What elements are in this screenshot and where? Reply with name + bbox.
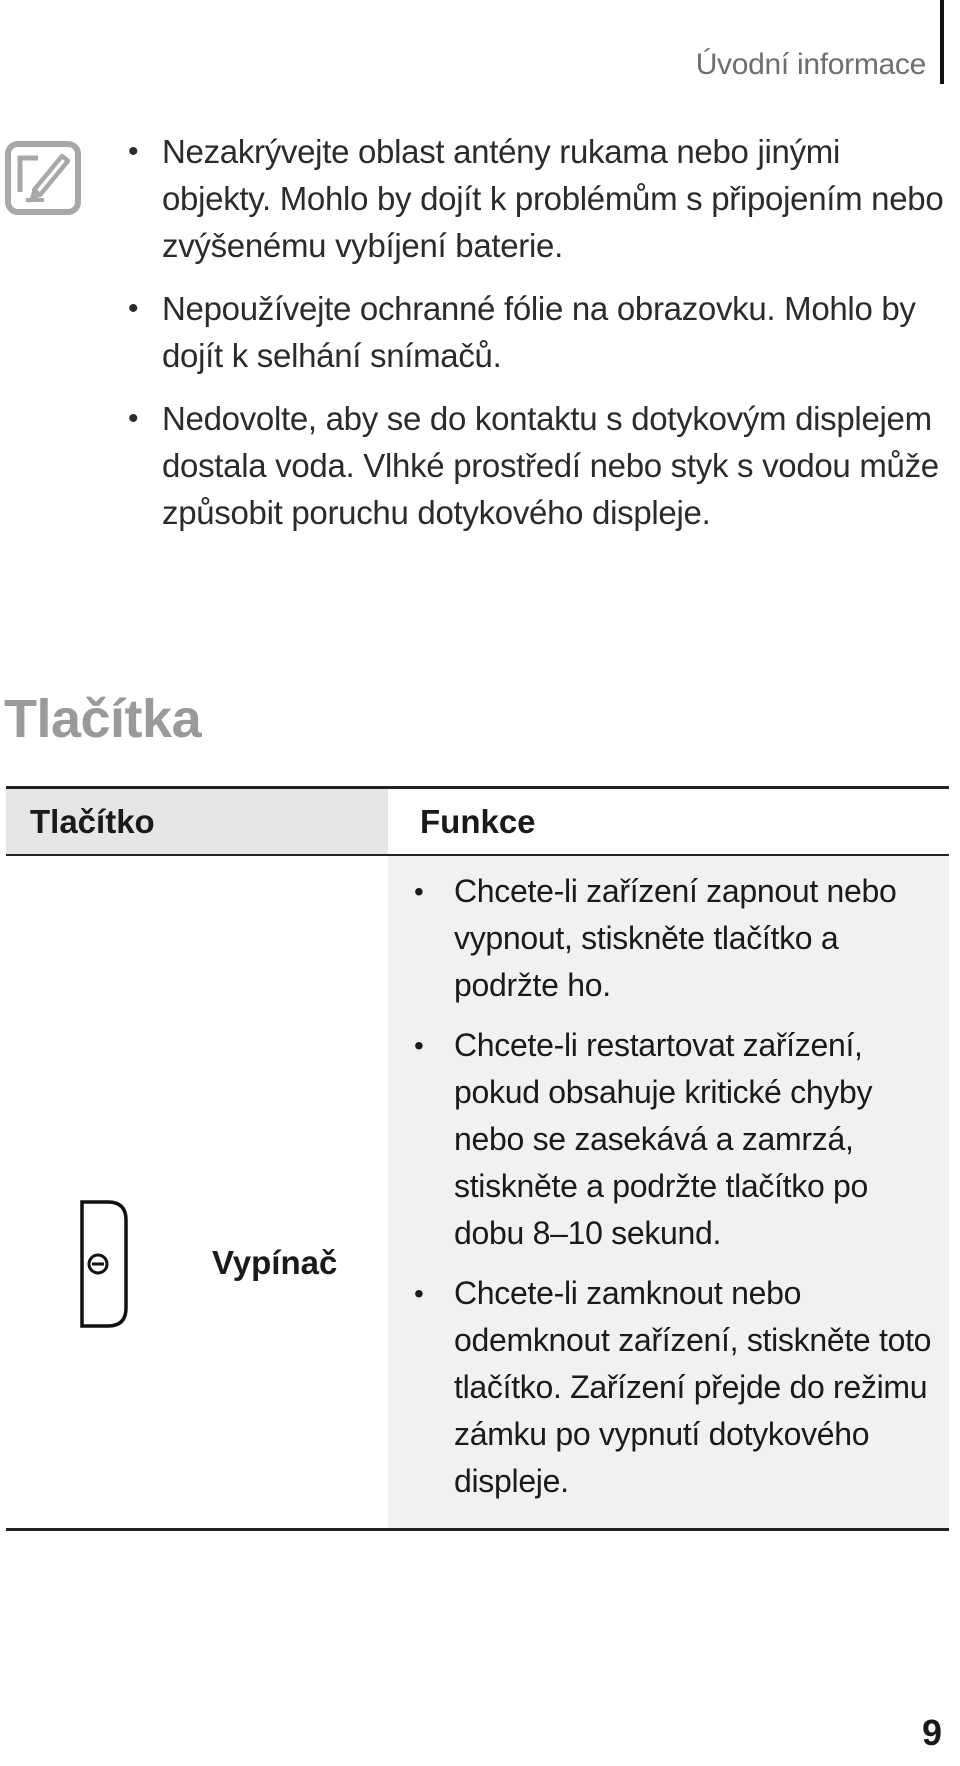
section-title: Tlačítka (4, 689, 202, 749)
note-item: • Nedovolte, aby se do kontaktu s dotykovým displejem dostala voda. Vlhké prostředí nebo styk s vodou může způsobit poruchu dotykového displeje. (128, 395, 948, 536)
function-item: • Chcete-li restartovat zařízení, pokud obsahuje kritické chyby nebo se zasekává a zamrzá, stiskněte a podržte tlačítko po dobu 8–10 sekund. (414, 1022, 934, 1257)
table-header-key-cell (6, 789, 388, 854)
note-item: • Nepoužívejte ochranné fólie na obrazovku. Mohlo by dojít k selhání snímačů. (128, 285, 948, 379)
note-item: • Nezakrývejte oblast antény rukama nebo jinými objekty. Mohlo by dojít k problémům s připojením nebo zvýšenému vybíjení baterie. (128, 128, 948, 269)
function-list (414, 856, 934, 1505)
header-title: Úvodní informace (695, 48, 926, 81)
power-key-icon (78, 1198, 132, 1330)
table-row-function-cell (388, 856, 949, 1528)
function-item: • Chcete-li zamknout nebo odemknout zařízení, stiskněte toto tlačítko. Zařízení přejde do režimu zámku po vypnutí dotykového displeje. (414, 1270, 934, 1505)
table-header-key: Tlačítko (30, 803, 155, 840)
table-rule-header (6, 854, 949, 856)
notes-list (128, 128, 948, 552)
table-header-function-cell (388, 789, 949, 854)
note-pencil-icon (4, 138, 84, 218)
page-number: 9 (921, 1712, 942, 1753)
key-name: Vypínač (212, 1244, 338, 1281)
table-header-function: Funkce (420, 803, 536, 840)
keys-table (6, 786, 949, 1530)
header-rule (940, 0, 944, 84)
function-item: • Chcete-li zařízení zapnout nebo vypnout, stiskněte tlačítko a podržte ho. (414, 868, 934, 1009)
table-row-key-cell (6, 856, 388, 1528)
table-rule-top (6, 786, 949, 789)
table-rule-bottom (6, 1528, 949, 1531)
